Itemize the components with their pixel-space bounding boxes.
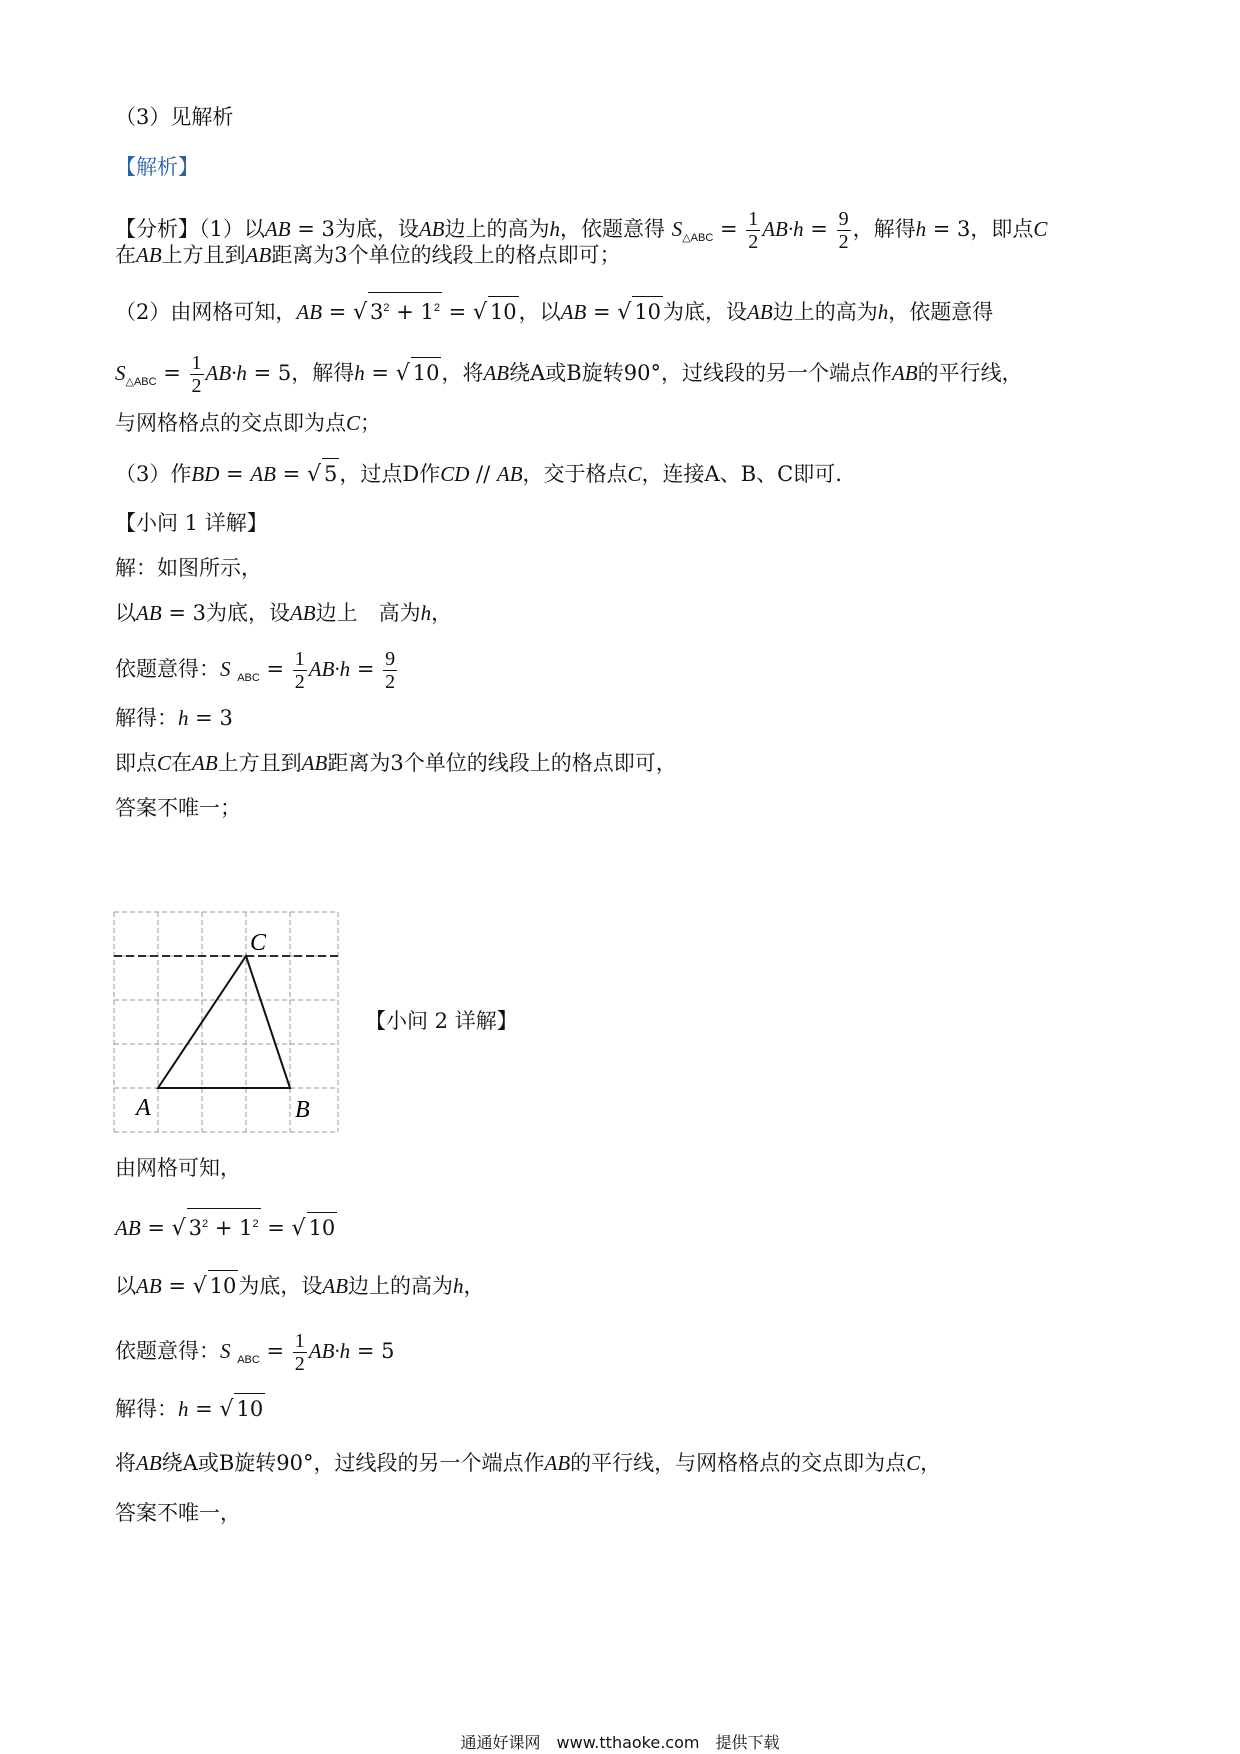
text: ，过线段的另一个端点作 (660, 361, 892, 385)
text: ，解得 (291, 361, 355, 385)
text: 距离为3个单位的线段上的格点即可； (271, 243, 621, 267)
text: 以 (115, 601, 136, 625)
analysis-p1-line1: 【分析】（1）以AB = 3为底，设AB边上的高为h，依题意得 $S_{\triangle ABC}$ = $\frac{1}{2}$ AB·h = $\frac{9}{2}$ ，解得h = 3，即点C (115, 208, 1048, 253)
text: 绕A或B旋转 (509, 361, 624, 385)
text: ，连接A、B、C即可. (641, 462, 842, 486)
text: 绕A或B旋转 (161, 1451, 277, 1475)
text: 上方且到 (161, 243, 246, 267)
q2-line6: 将AB绕A或B旋转90°，过线段的另一个端点作AB的平行线，与网格格点的交点即为点C， (115, 1451, 942, 1475)
text: 边上 高为 (315, 601, 421, 625)
text: ，过线段的另一个端点作 (313, 1451, 545, 1475)
q2-heading: 【小问 2 详解】 (365, 1009, 518, 1033)
text: 为底，设 (334, 217, 419, 241)
text: （1）以 (199, 217, 265, 241)
q2-line7: 答案不唯一， (115, 1501, 241, 1525)
text: 在 (171, 751, 193, 775)
text: ，解得 (852, 217, 916, 241)
q1-line4: 解得：h = 3 (115, 706, 233, 730)
q2-line5: 解得：h = √ 10 (115, 1393, 265, 1425)
text: 与网格格点的交点即为点 (115, 411, 346, 435)
label-a: A (136, 1095, 151, 1121)
text: （2）由网格可知， (115, 300, 297, 324)
label-b: B (295, 1097, 310, 1123)
text: 依题意得： (115, 1339, 220, 1363)
text: （3）作 (115, 462, 192, 486)
q1-heading: 【小问 1 详解】 (115, 511, 268, 535)
analysis-p1-line2: 在AB上方且到AB距离为3个单位的线段上的格点即可； (115, 243, 621, 267)
q2-line1: 由网格可知， (115, 1156, 241, 1180)
text: ，即点 (970, 217, 1034, 241)
label-c: C (250, 930, 267, 956)
text: 依题意得： (115, 657, 220, 681)
text: 边上的高为 (444, 217, 550, 241)
text: 以 (115, 1274, 136, 1298)
part3-heading: （3）见解析 (115, 105, 234, 129)
text: 距离为3个单位的线段上的格点即可， (327, 751, 677, 775)
text: 上方且到 (217, 751, 302, 775)
text: ； (360, 411, 382, 435)
q1-line6: 答案不唯一； (115, 796, 241, 820)
q1-line1: 解：如图所示， (115, 556, 262, 580)
q1-line5: 即点C在AB上方且到AB距离为3个单位的线段上的格点即可， (115, 751, 677, 775)
text: ，依题意得 (560, 217, 665, 241)
text: 解得： (115, 706, 178, 730)
text: ，将 (441, 361, 484, 385)
text: ， (920, 1451, 942, 1475)
text: 为底，设 (663, 300, 748, 324)
text: 将 (115, 1451, 136, 1475)
text: 的平行线，与网格格点的交点即为点 (570, 1451, 907, 1475)
analysis-tag: 【解析】 (115, 155, 199, 179)
text: ，过点D作 (339, 462, 441, 486)
grid-triangle-figure (112, 910, 342, 1135)
text: 边上的高为 (772, 300, 878, 324)
text: 在 (115, 243, 136, 267)
text: ， (463, 1274, 485, 1298)
text: ， (431, 601, 453, 625)
q2-line2: AB = √ $3^2 + 1^2$ = √ 10 (115, 1208, 337, 1244)
text: 为底，设 (238, 1274, 323, 1298)
text: ，交于格点 (522, 462, 628, 486)
text: ，以 (518, 300, 561, 324)
analysis-p2-line1: （2）由网格可知，AB = √ $3^2 + 1^2$ = √ 10，以AB = √ 10为底，设AB边上的高为h，依题意得 (115, 292, 993, 328)
q1-line3: 依题意得：S $_{ABC}$ = $\frac{1}{2}$ AB·h = $\frac{9}{2}$ (115, 648, 396, 693)
analysis-p3: （3）作BD = AB = √ 5，过点D作CD // AB，交于格点C，连接A、B、C即可. (115, 458, 842, 490)
footer-watermark: 通通好课网 www.tthaoke.com 提供下载 (460, 1733, 780, 1752)
text: 边上的高为 (348, 1274, 454, 1298)
triangle-abc (158, 956, 290, 1088)
text: 的平行线， (917, 361, 1023, 385)
text: 即点 (115, 751, 157, 775)
analysis-p2-line3: 与网格格点的交点即为点C； (115, 411, 382, 435)
analysis-p2-line2: $S_{\triangle ABC}$ = $\frac{1}{2}$ AB·h = 5，解得h = √ 10，将AB绕A或B旋转90°，过线段的另一个端点作AB的平行线， (115, 352, 1023, 397)
q2-line3: 以AB = √ 10为底，设AB边上的高为h， (115, 1270, 485, 1302)
text: ，依题意得 (888, 300, 994, 324)
text: 解得： (115, 1397, 178, 1421)
q1-line2: 以AB = 3为底，设AB边上 高为h， (115, 601, 453, 625)
analysis-tag-inline: 【分析】 (115, 217, 199, 241)
q2-line4: 依题意得：S $_{ABC}$ = $\frac{1}{2}$ AB·h = 5 (115, 1330, 395, 1375)
text: 为底，设 (205, 601, 290, 625)
